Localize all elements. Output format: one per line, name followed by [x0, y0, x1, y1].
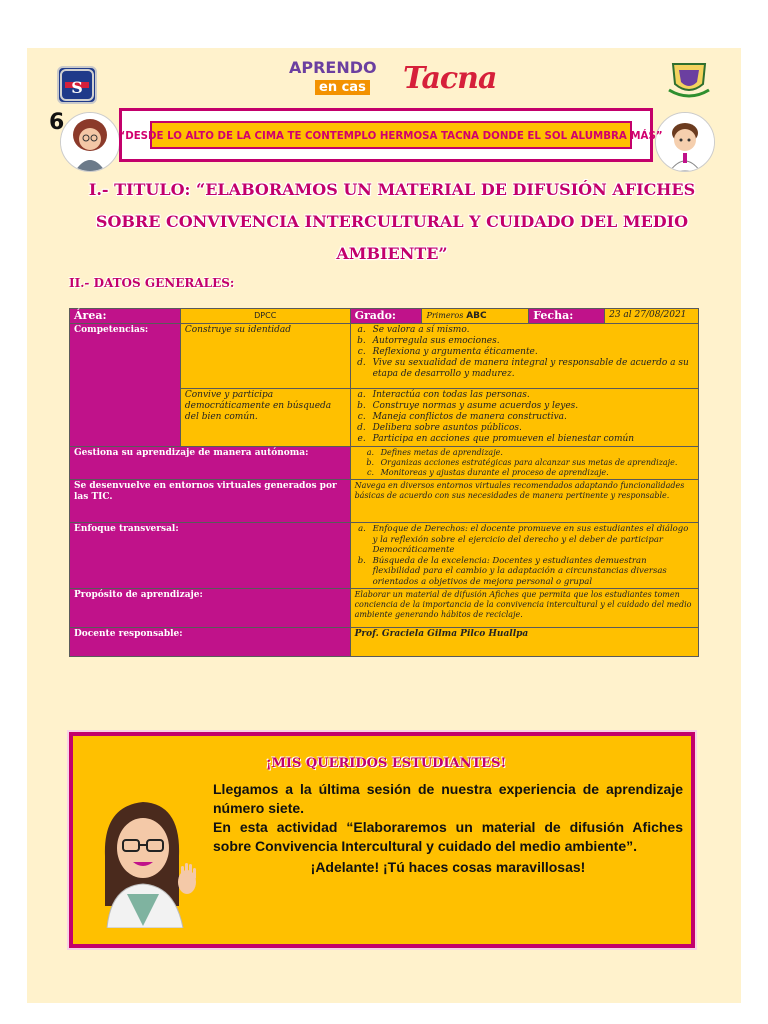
fecha-label: Fecha: [529, 309, 605, 324]
table-row [70, 480, 699, 523]
list-item: b. Búsqueda de la excelencia: Docentes y estudiantes demuestran flexibilidad para el cambio y la adaptación a circunstancias diversas orientados a objetivos de mejora personal o grupal [369, 556, 694, 588]
message-heading: ¡MIS QUERIDOS ESTUDIANTES! [265, 756, 507, 771]
logo-aprendo-text: APRENDO [289, 60, 377, 76]
table-row [70, 523, 699, 589]
message-body [213, 780, 683, 877]
school-shield-logo [57, 66, 97, 104]
list-item: a. Enfoque de Derechos: el docente promueve en sus estudiantes el diálogo y la reflexión sobre el ejercicio del derecho y el deber de participar Democráticamente [369, 524, 694, 556]
session-number: 6 [49, 110, 65, 135]
tic-value: Navega en diversos entornos virtuales recomendados adaptando funcionalidades básicas de acuerdo con sus necesidades de manera pertinente y responsable. [350, 480, 698, 523]
student-message-box [69, 732, 695, 948]
teacher-avatar [60, 112, 120, 172]
student-avatar-icon [656, 113, 714, 171]
gestiona-label: Gestiona su aprendizaje de manera autónoma: [70, 447, 351, 480]
list-item: a. Defines metas de aprendizaje. [377, 448, 694, 458]
crest-icon [667, 60, 711, 100]
teacher-avatar-icon [61, 113, 119, 171]
list-item: e. Participa en acciones que promueven el bienestar común [369, 434, 694, 445]
table-row [70, 628, 699, 657]
list-item: b. Organizas acciones estratégicas para alcanzar sus metas de aprendizaje. [377, 458, 694, 468]
enfoque-list [355, 524, 694, 587]
banner-quote: “DESDE LO ALTO DE LA CIMA TE CONTEMPLO HERMOSA TACNA DONDE EL SOL ALUMBRA MÁS” [118, 128, 664, 142]
competencia-1-capacities [350, 324, 698, 389]
table-row [70, 309, 699, 324]
proposito-value: Elaborar un material de difusión Afiches que permita que los estudiantes tomen conciencia de la importancia de la convivencia intercultural y el cuidado del medio ambiente generando hábitos de reciclaje. [350, 589, 698, 628]
quote-banner-inner [118, 121, 664, 149]
area-value: DPCC [180, 309, 350, 324]
docente-label: Docente responsable: [70, 628, 351, 657]
message-paragraph-1: Llegamos a la última sesión de nuestra experiencia de aprendizaje número siete. [213, 781, 683, 816]
competencia-2-list [355, 390, 694, 445]
competencia-2-capacities [350, 389, 698, 447]
quote-banner [118, 108, 664, 162]
institution-crest-logo [667, 60, 711, 100]
table-row [70, 589, 699, 628]
grado-label: Grado: [350, 309, 422, 324]
competencia-1-name: Construye su identidad [180, 324, 350, 389]
competencia-1-list [355, 325, 694, 380]
docente-value: Prof. Graciela Gilma Pilco Huallpa [350, 628, 698, 657]
teacher-illustration [87, 786, 201, 928]
waving-teacher-icon [87, 786, 201, 928]
gestiona-list [355, 448, 694, 478]
grado-value [422, 309, 529, 324]
message-paragraph-3: ¡Adelante! ¡Tú haces cosas maravillosas! [310, 859, 586, 875]
table-row [70, 324, 699, 389]
competencias-label: Competencias: [70, 324, 181, 447]
student-avatar [655, 112, 715, 172]
list-item: c. Reflexiona y argumenta éticamente. [369, 347, 694, 358]
enfoque-label: Enfoque transversal: [70, 523, 351, 589]
grado-prefix: Primeros [426, 311, 464, 320]
grado-sections: ABC [466, 311, 487, 321]
table-row [70, 447, 699, 480]
list-item: d. Delibera sobre asuntos públicos. [369, 423, 694, 434]
aprendo-en-casa-logo [289, 60, 389, 96]
list-item: a. Interactúa con todas las personas. [369, 390, 694, 401]
logo-en-casa-text: en cas [315, 80, 370, 95]
list-item: b. Autorregula sus emociones. [369, 336, 694, 347]
section-heading-datos: II.- DATOS GENERALES: [69, 276, 235, 290]
area-label: Área: [70, 309, 181, 324]
competencia-2-name: Convive y participa democráticamente en búsqueda del bien común. [180, 389, 350, 447]
fecha-value: 23 al 27/08/2021 [605, 309, 699, 324]
list-item: b. Construye normas y asume acuerdos y leyes. [369, 401, 694, 412]
general-data-table [69, 308, 699, 657]
tic-label: Se desenvuelve en entornos virtuales generados por las TIC. [70, 480, 351, 523]
message-paragraph-2: En esta actividad “Elaboraremos un material de difusión Afiches sobre Convivencia Intercultural y cuidado del medio ambiente”. [213, 819, 683, 854]
tacna-logo: Tacna [403, 61, 497, 96]
list-item: c. Maneja conflictos de manera constructiva. [369, 412, 694, 423]
enfoque-value [350, 523, 698, 589]
list-item: c. Monitoreas y ajustas durante el proceso de aprendizaje. [377, 468, 694, 478]
document-page [27, 48, 741, 1003]
list-item: d. Vive su sexualidad de manera integral y responsable de acuerdo a su etapa de desarrollo y madurez. [369, 358, 694, 380]
gestiona-capacities [350, 447, 698, 480]
list-item: a. Se valora a sí mismo. [369, 325, 694, 336]
shield-icon [60, 69, 94, 101]
svg-text:S: S [71, 78, 83, 97]
page-title: I.- TITULO: “ELABORAMOS UN MATERIAL DE DIFUSIÓN AFICHES SOBRE CONVIVENCIA INTERCULTURAL Y CUIDADO DEL MEDIO AMBIENTE” [88, 180, 696, 263]
proposito-label: Propósito de aprendizaje: [70, 589, 351, 628]
